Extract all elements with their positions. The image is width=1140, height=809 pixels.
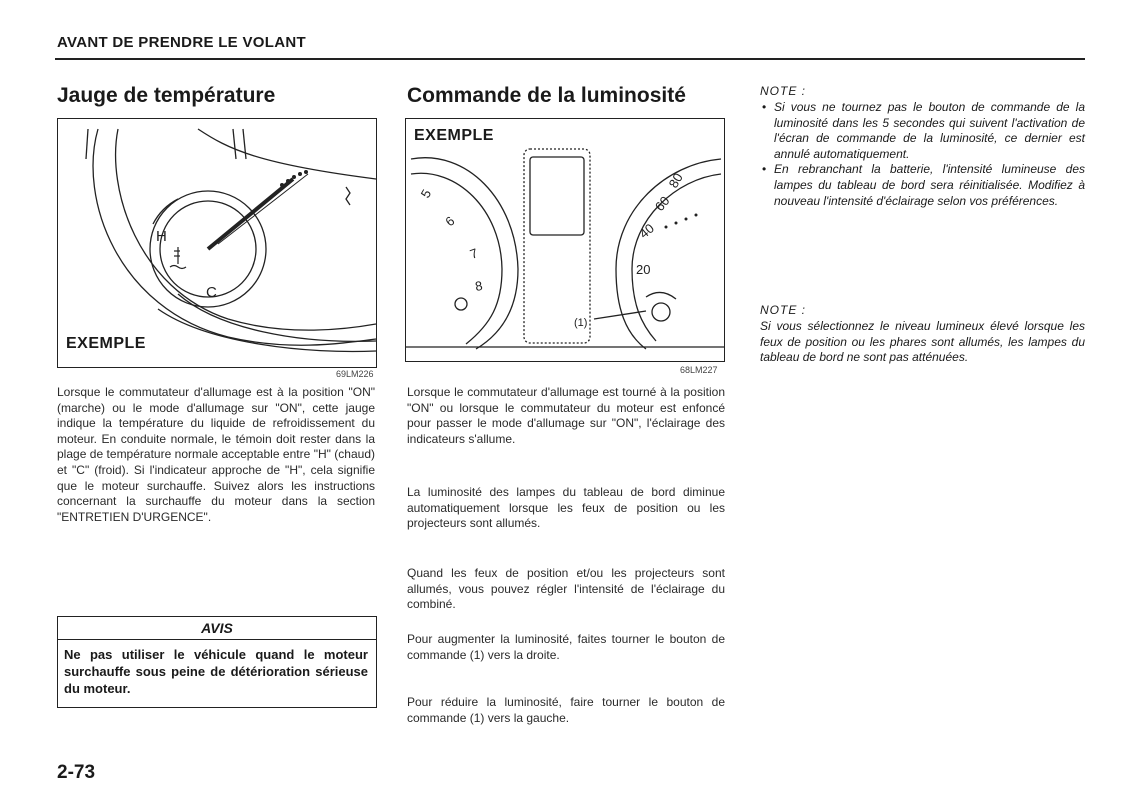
gauge-c-label: C xyxy=(206,284,217,301)
avis-title: AVIS xyxy=(58,617,376,640)
page-number: 2-73 xyxy=(57,762,96,783)
temperature-gauge-title: Jauge de température xyxy=(57,84,276,107)
svg-text:40: 40 xyxy=(636,220,658,242)
brightness-control-figure xyxy=(405,118,725,362)
avis-text: Ne pas utiliser le véhicule quand le moteur surchauffe sous peine de détérioration sérieuse du moteur. xyxy=(64,647,368,696)
figure-code: 68LM227 xyxy=(680,365,718,375)
temperature-gauge-figure xyxy=(57,118,377,368)
note-2-title: NOTE : xyxy=(760,303,807,317)
note-1-list xyxy=(760,100,1085,209)
figure-example-label: EXEMPLE xyxy=(66,335,146,352)
instrument-cluster-illustration xyxy=(406,119,724,361)
brightness-paragraph-5: Pour réduire la luminosité, faire tourner le bouton de commande (1) vers la gauche. xyxy=(407,695,725,725)
brightness-paragraph-3: Quand les feux de position et/ou les projecteurs sont allumés, vous pouvez régler l'intensité de l'éclairage du combiné. xyxy=(407,566,725,612)
brightness-paragraph-4: Pour augmenter la luminosité, faites tourner le bouton de commande (1) vers la droite. xyxy=(407,632,725,662)
svg-text:60: 60 xyxy=(651,193,673,214)
coolant-temperature-icon xyxy=(170,247,186,269)
section-header: AVANT DE PRENDRE LE VOLANT xyxy=(57,34,306,51)
brightness-paragraph-2: La luminosité des lampes du tableau de bord diminue automatiquement lorsque les feux de position ou les projecteurs sont allumés. xyxy=(407,485,725,531)
figure-example-label: EXEMPLE xyxy=(414,127,494,144)
note-1-item: • Si vous ne tournez pas le bouton de commande de la luminosité dans les 5 secondes qui suivent l'activation de l'écran de commande de la luminosité, ce dernier est annulé automatiquement. xyxy=(760,100,1085,162)
brightness-paragraph-1: Lorsque le commutateur d'allumage est tourné à la position "ON" ou lorsque le commutateur du moteur est enfoncé pour passer le mode d'allumage sur "ON", l'éclairage des indicateurs s'allume. xyxy=(407,385,725,446)
svg-text:20: 20 xyxy=(636,262,651,277)
avis-warning-box xyxy=(57,616,377,708)
svg-text:6: 6 xyxy=(442,213,458,230)
note-1-title: NOTE : xyxy=(760,84,807,98)
note-2-text: Si vous sélectionnez le niveau lumineux élevé lorsque les feux de position ou les phares sont allumés, les lampes du tableau de bord ne sont pas atténuées. xyxy=(760,319,1085,365)
callout-1-label: (1) xyxy=(574,317,588,329)
svg-text:5: 5 xyxy=(417,186,435,201)
temperature-gauge-paragraph: Lorsque le commutateur d'allumage est à la position "ON" (marche) ou le mode d'allumage sur "ON", cette jauge indique la température du liquide de refroidissement du moteur. En conduite normale, le témoin doit rester dans la plage de température normale acceptable entre "H" (chaud) et "C" (froid). Si l'indicateur approche de "H", cela signifie que le moteur surchauffe. Suivez alors les instructions concernant la surchauffe du moteur dans la section "ENTRETIEN D'URGENCE". xyxy=(57,385,375,524)
note-1-item: • En rebranchant la batterie, l'intensité lumineuse des lampes du tableau de bord sera réinitialisée. Modifiez à nouveau l'intensité d'éclairage selon vos préférences. xyxy=(760,162,1085,209)
header-rule xyxy=(55,58,1085,60)
temperature-gauge-illustration xyxy=(58,119,376,367)
svg-text:8: 8 xyxy=(473,277,484,294)
brightness-control-title: Commande de la luminosité xyxy=(407,84,686,107)
svg-text:7: 7 xyxy=(467,245,480,262)
figure-code: 69LM226 xyxy=(336,369,374,379)
svg-text:80: 80 xyxy=(665,170,686,191)
gauge-h-label: H xyxy=(156,228,167,245)
